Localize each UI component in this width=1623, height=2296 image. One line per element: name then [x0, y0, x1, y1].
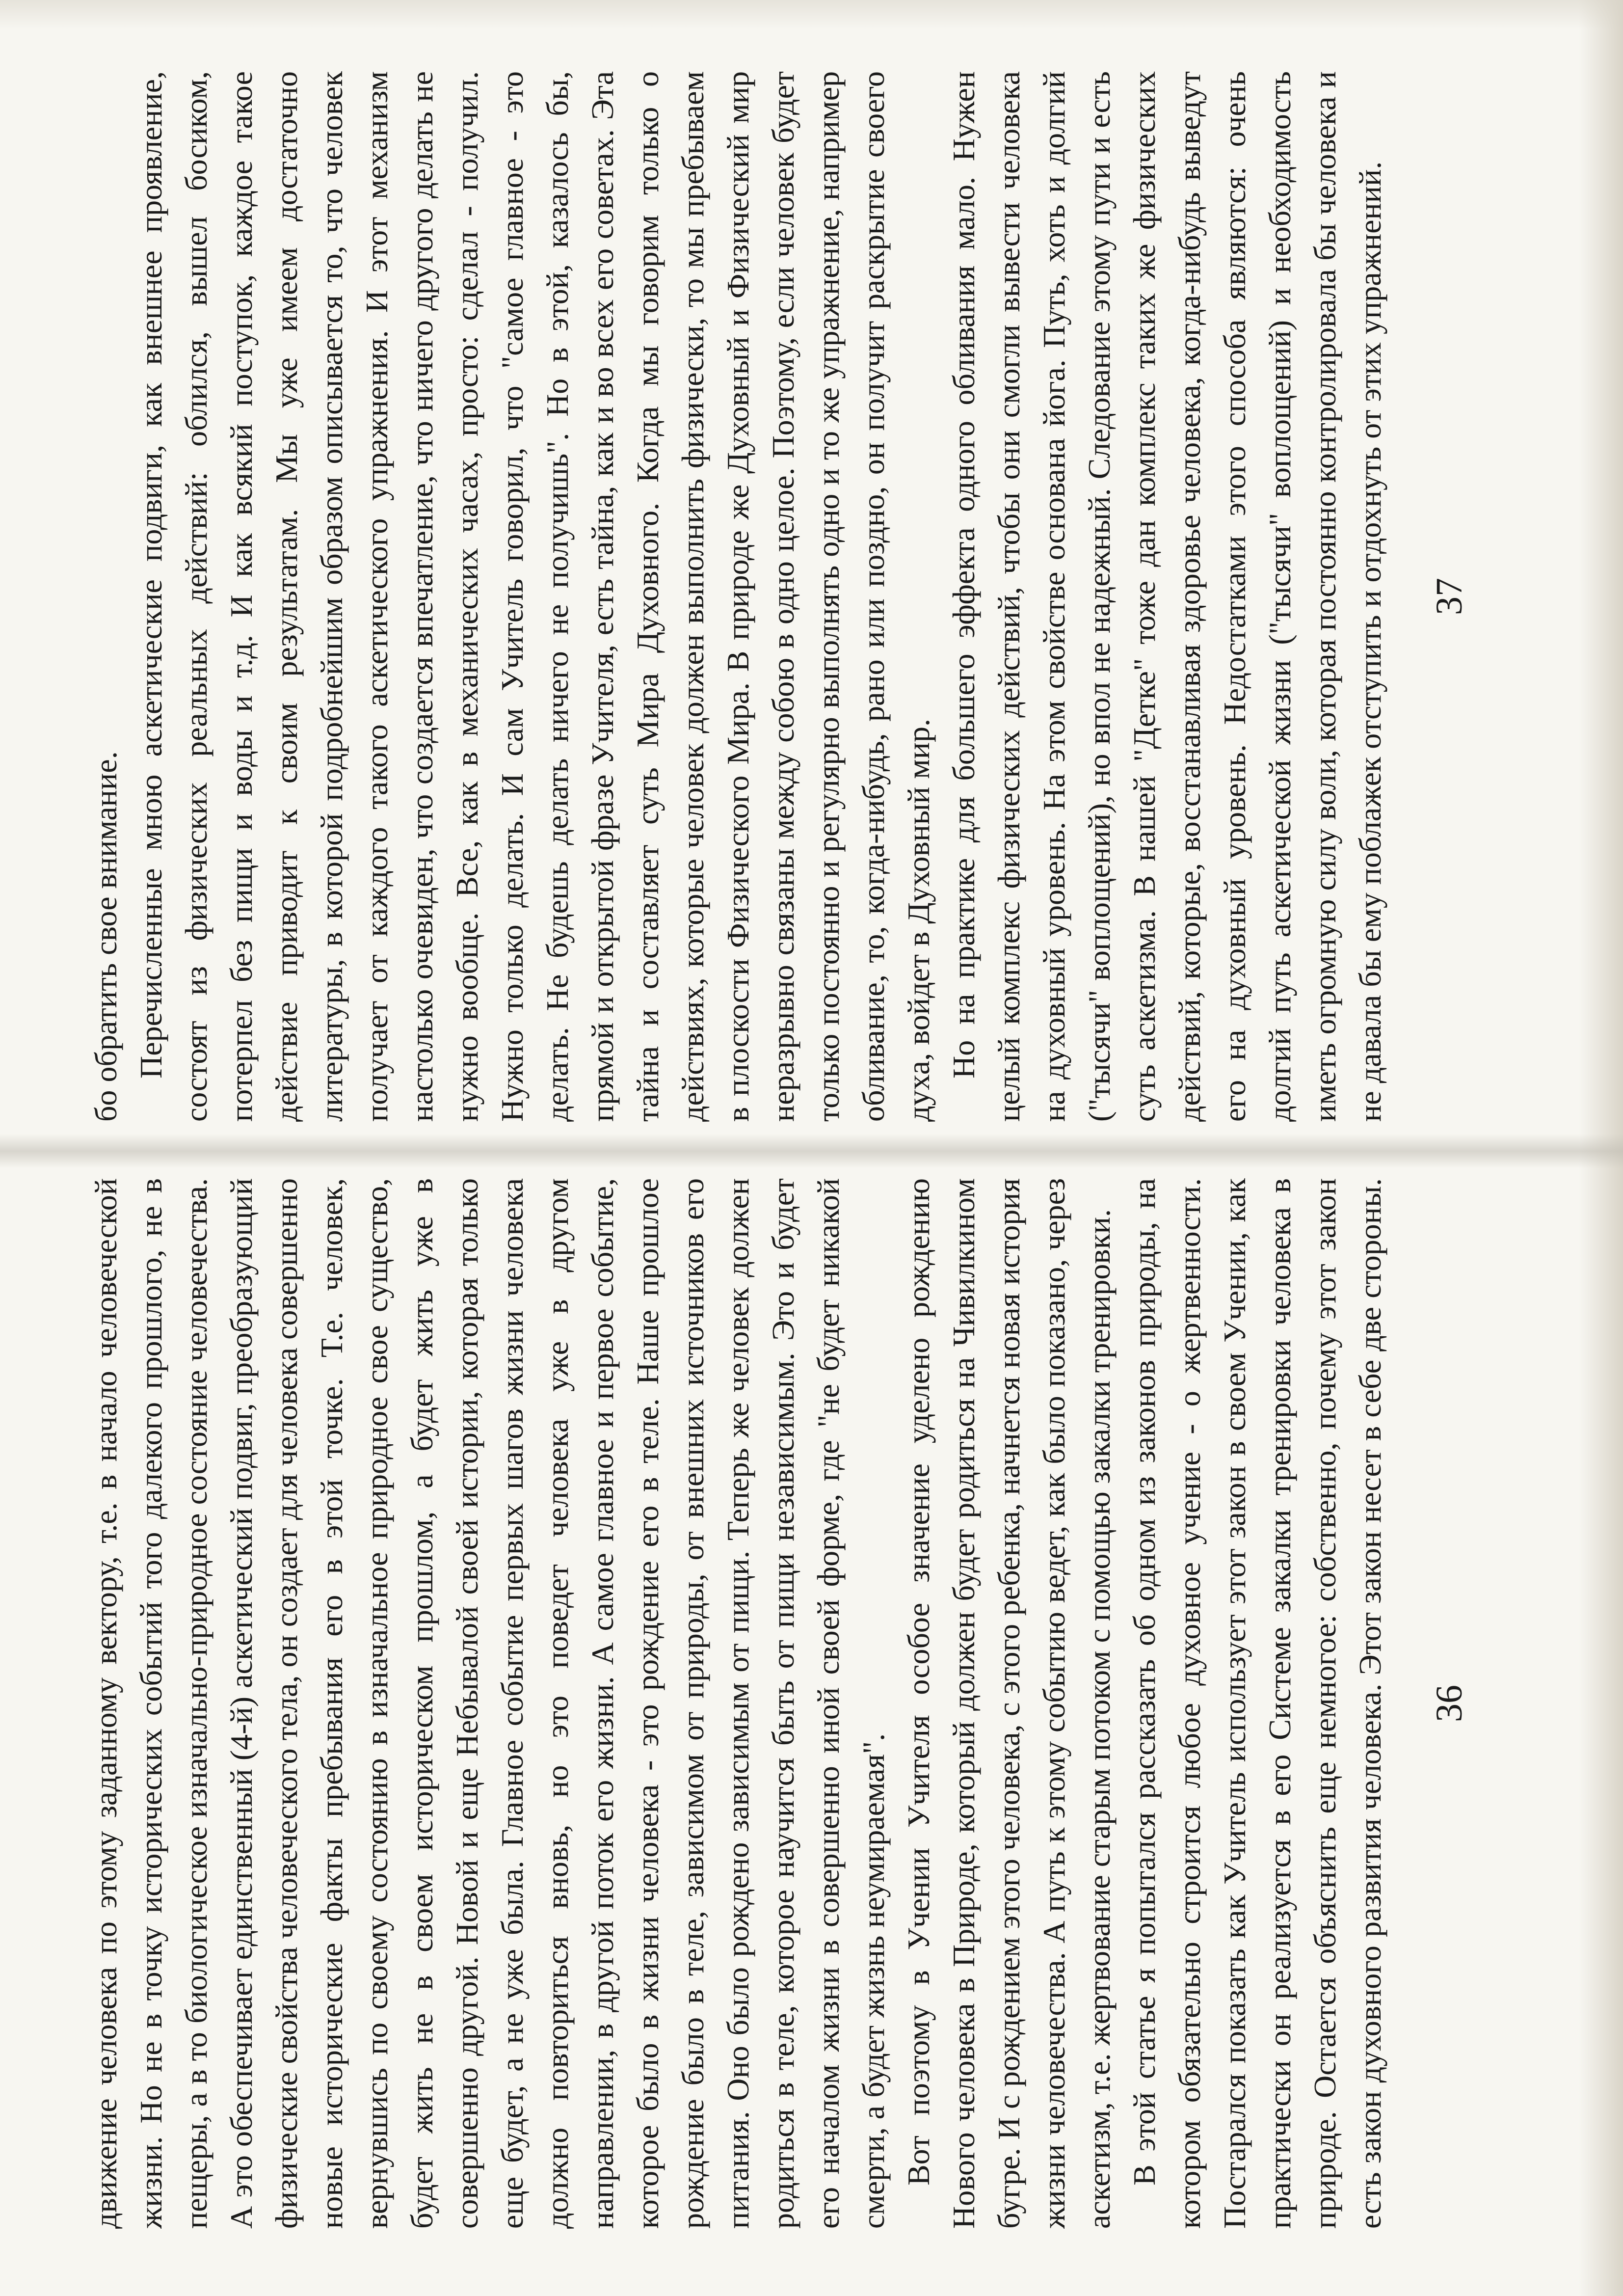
paragraph: Но на практике для большего эффекта одного обливания мало. Нужен целый комплекс физических действий, чтобы они смогли вывести человека на духовный уровень. На этом свойстве основана йога. Путь, хоть и долгий ("тысячи" воплощений), но впол не надежный. Следование этому пути и есть суть аскетизма. В нашей "Детке" тоже дан комплекс таких же физических действий, которые, восстанавливая здоровье человека, когда-нибудь выведут его на духовный уровень. Недостатками этого способа являются: очень долгий путь аскетической жизни ("тысячи" воплощений) и необходимость иметь огромную силу воли, которая постоянно контролировала бы человека и не давала бы ему поблажек отступить и отдохнуть от этих упражнений.: [946, 71, 1387, 1122]
book-fold: [0, 1134, 1623, 1168]
scan-edge-top: [0, 0, 1623, 29]
paragraph: бо обратить свое внимание.: [88, 751, 123, 1122]
page-37-body: [83, 71, 1389, 1122]
page-number: 36: [1429, 1685, 1470, 1722]
page-36: [83, 1178, 1507, 2229]
page-36-body: [83, 1178, 1389, 2229]
paragraph: Перечисленные мною аскетические подвиги, как внешнее проявление, состоят из физических реальных действий: облился, вышел босиком, потерпел без пищи и воды и т.д. И как всякий поступок, каждое такое действие приводит к своим результатам. Мы уже имеем достаточно литературы, в которой подробнейшим образом описывается то, что человек получает от каждого такого аскетического упражнения. И этот механизм настолько очевиден, что создается впечатление, что ничего другого делать не нужно вообще. Все, как в механических часах, просто: сделал - получил. Нужно только делать. И сам Учитель говорил, что "самое главное - это делать. Не будешь делать ничего не получишь". Но в этой, казалось бы, прямой и открытой фразе Учителя, есть тайна, как и во всех его советах. Эта тайна и составляет суть Мира Духовного. Когда мы говорим только о действиях, которые человек должен выполнить физически, то мы пребываем в плоскости Физического Мира. В природе же Духовный и Физический мир неразрывно связаны между собою в одно целое. Поэтому, если человек будет только постоянно и регулярно выполнять одно и то же упражнение, например обливание, то, когда-нибудь, рано или поздно, он получит раскрытие своего духа, войдет в Духовный мир.: [133, 71, 936, 1122]
page-37: [83, 71, 1507, 1122]
page-number: 37: [1429, 578, 1470, 615]
paragraph: движение человека по этому заданному вектору, т.е. в начало человеческой жизни. Но не в точку исторических событий того далекого прошлого, не в пещеры, а в то биологическое изначально-природное состояние человечества. А это обеспечивает единственный (4-й) аскетический подвиг, преобразующий физические свойства человеческого тела, он создает для человека совершенно новые исторические факты пребывания его в этой точке. Т.е. человек, вернувшись по своему состоянию в изначальное природное свое существо, будет жить не в своем историческом прошлом, а будет жить уже в совершенно другой. Новой и еще Небывалой своей истории, которая только еще будет, а не уже была. Главное событие первых шагов жизни человека должно повториться вновь, но это поведет человека уже в другом направлении, в другой поток его жизни. А самое главное и первое событие, которое было в жизни человека - это рождение его в теле. Наше прошлое рождение было в теле, зависимом от природы, от внешних источников его питания. Оно было рождено зависимым от пищи. Теперь же человек должен родиться в теле, которое научится быть от пищи независимым. Это и будет его началом жизни в совершенно иной своей форме, где "не будет никакой смерти, а будет жизнь неумираемая".: [88, 1178, 891, 2229]
paragraph: Вот поэтому в Учении Учителя особое значение уделено рождению Нового человека в Природе, который должен будет родиться на Чивилкином бугре. И с рождением этого человека, с этого ребенка, начнется новая история жизни человечества. А путь к этому событию ведет, как было показано, через аскетизм, т.е. жертвование старым потоком с помощью закалки тренировки.: [901, 1178, 1117, 2229]
paragraph: В этой статье я попытался рассказать об одном из законов природы, на котором обязательно строится любое духовное учение - о жертвенности. Постарался показать как Учитель использует этот закон в своем Учении, как практически он реализуется в его Системе закалки тренировки человека в природе. Остается объяснить еще немногое: собственно, почему этот закон есть закон духовного развития человека. Этот закон несет в себе две стороны.: [1127, 1178, 1387, 2229]
